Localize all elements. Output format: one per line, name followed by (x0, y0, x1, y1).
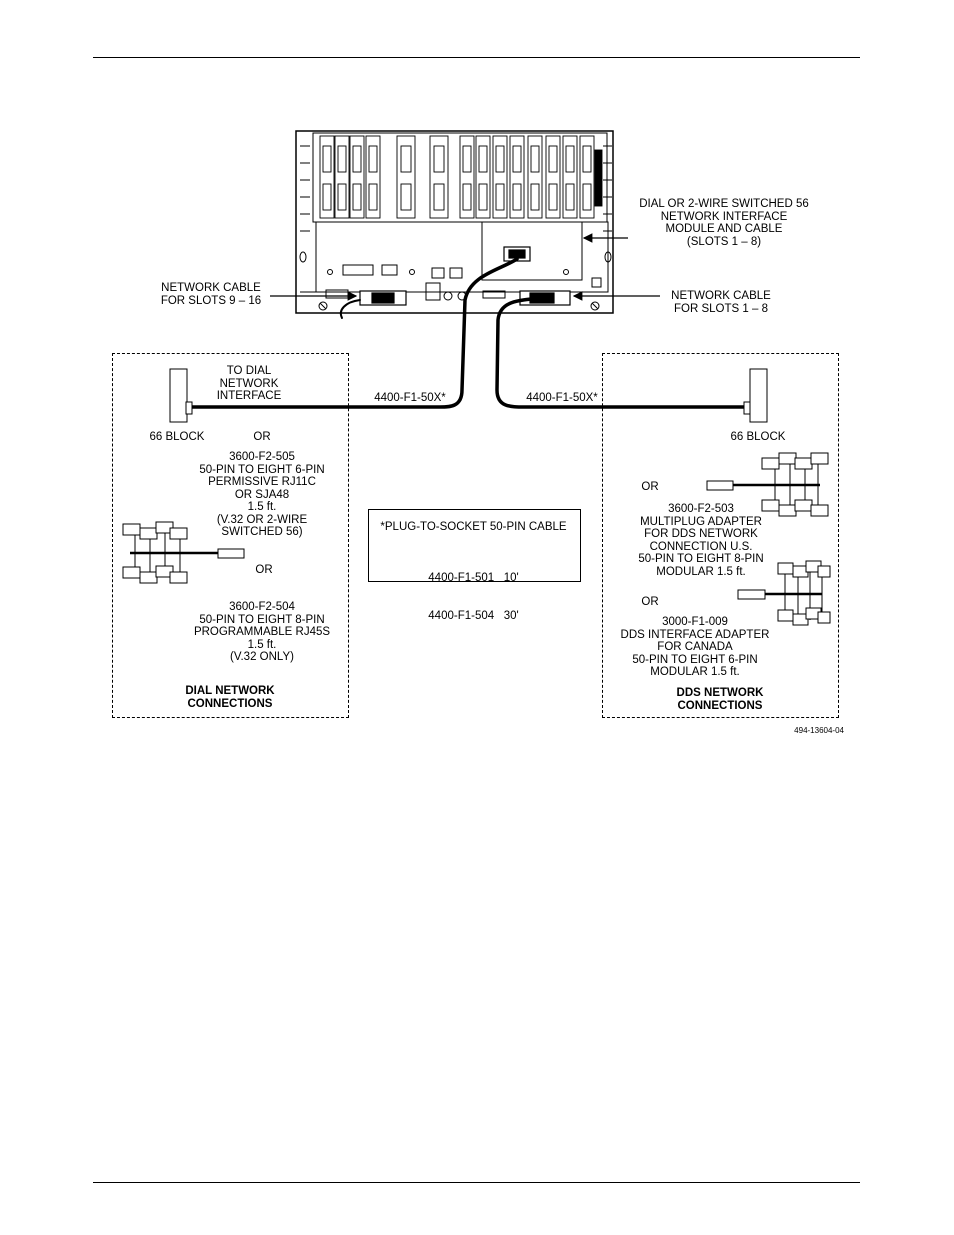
callout-line: (SLOTS 1 – 8) (686, 235, 762, 248)
or-label: OR (641, 481, 659, 493)
66-block-right-icon (744, 369, 767, 422)
dds-network-connections-title (652, 687, 788, 712)
network-cable-9-16-callout (150, 282, 272, 307)
description-line: (V.32 ONLY) (230, 651, 294, 663)
title-line: DDS NETWORK (676, 687, 764, 699)
title-line: DIAL NETWORK (185, 685, 275, 697)
description-line: 3600-F2-505 (229, 451, 295, 463)
66-block-left-icon (170, 369, 192, 422)
description-line: 50-PIN TO EIGHT 6-PIN (199, 463, 325, 476)
or-label: OR (641, 596, 659, 608)
callout-line: FOR SLOTS 1 – 8 (674, 302, 768, 315)
description-line: 3600-F2-504 (229, 601, 295, 613)
66-block-right-label: 66 BLOCK (730, 431, 786, 443)
cable-label-left: 4400-F1-50X* (374, 392, 446, 404)
description-line: FOR CANADA (657, 641, 733, 653)
description-line: MULTIPLUG ADAPTER (640, 515, 762, 528)
description-line: PROGRAMMABLE RJ45S (193, 626, 331, 638)
or-label: OR (253, 431, 271, 443)
label-line: TO DIAL (226, 365, 272, 377)
description-line: CONNECTION U.S. (649, 540, 753, 553)
description-line: MODULAR 1.5 ft. (650, 666, 740, 678)
description-line: 1.5 ft. (247, 638, 277, 651)
network-cable-1-8-callout (660, 290, 782, 315)
dial-505-description (176, 451, 348, 539)
description-line: 50-PIN TO EIGHT 8-PIN (638, 553, 764, 565)
label-line: INTERFACE (216, 390, 282, 402)
description-line: SWITCHED 56) (221, 526, 303, 538)
description-line: 50-PIN TO EIGHT 8-PIN (199, 613, 325, 626)
dds-009-description (600, 616, 790, 679)
66-block-left-label: 66 BLOCK (149, 431, 205, 443)
description-line: 3000-F1-009 (662, 616, 728, 628)
description-line: OR SJA48 (234, 488, 290, 501)
description-line: FOR DDS NETWORK (644, 528, 758, 540)
plug-to-socket-title: *PLUG-TO-SOCKET 50-PIN CABLE (380, 521, 567, 533)
plug-to-socket-rows (368, 547, 579, 635)
description-line: DDS INTERFACE ADAPTER (620, 628, 770, 641)
callout-line: DIAL OR 2-WIRE SWITCHED 56 (639, 198, 809, 210)
dial-network-connections-title (162, 685, 298, 710)
callout-line: NETWORK CABLE (671, 290, 771, 302)
to-dial-network-label (214, 365, 284, 403)
description-line: 3600-F2-503 (668, 503, 734, 515)
or-label: OR (255, 564, 273, 576)
description-line: (V.32 OR 2-WIRE (216, 513, 308, 526)
chassis-rear-panel (296, 131, 613, 313)
description-line: 50-PIN TO EIGHT 6-PIN (632, 653, 758, 666)
callout-line: NETWORK INTERFACE (660, 210, 788, 223)
figure-number: 494-13604-04 (794, 726, 844, 735)
dial-504-description (176, 601, 348, 664)
description-line: MODULAR 1.5 ft. (656, 565, 746, 578)
callout-line: NETWORK CABLE (161, 282, 261, 294)
cable-part-row: 4400-F1-504 30' (428, 609, 519, 622)
cable-part-row: 4400-F1-501 10' (428, 572, 519, 584)
title-line: CONNECTIONS (187, 697, 273, 710)
callout-line: MODULE AND CABLE (665, 223, 783, 235)
title-line: CONNECTIONS (677, 699, 763, 712)
label-line: NETWORK (219, 377, 279, 390)
cable-label-right: 4400-F1-50X* (526, 392, 598, 404)
network-module-callout (626, 198, 822, 248)
dds-503-description (606, 503, 796, 578)
card-slots (320, 136, 602, 218)
description-line: PERMISSIVE RJ11C (208, 476, 316, 488)
callout-line: FOR SLOTS 9 – 16 (160, 294, 262, 307)
description-line: 1.5 ft. (247, 501, 277, 513)
